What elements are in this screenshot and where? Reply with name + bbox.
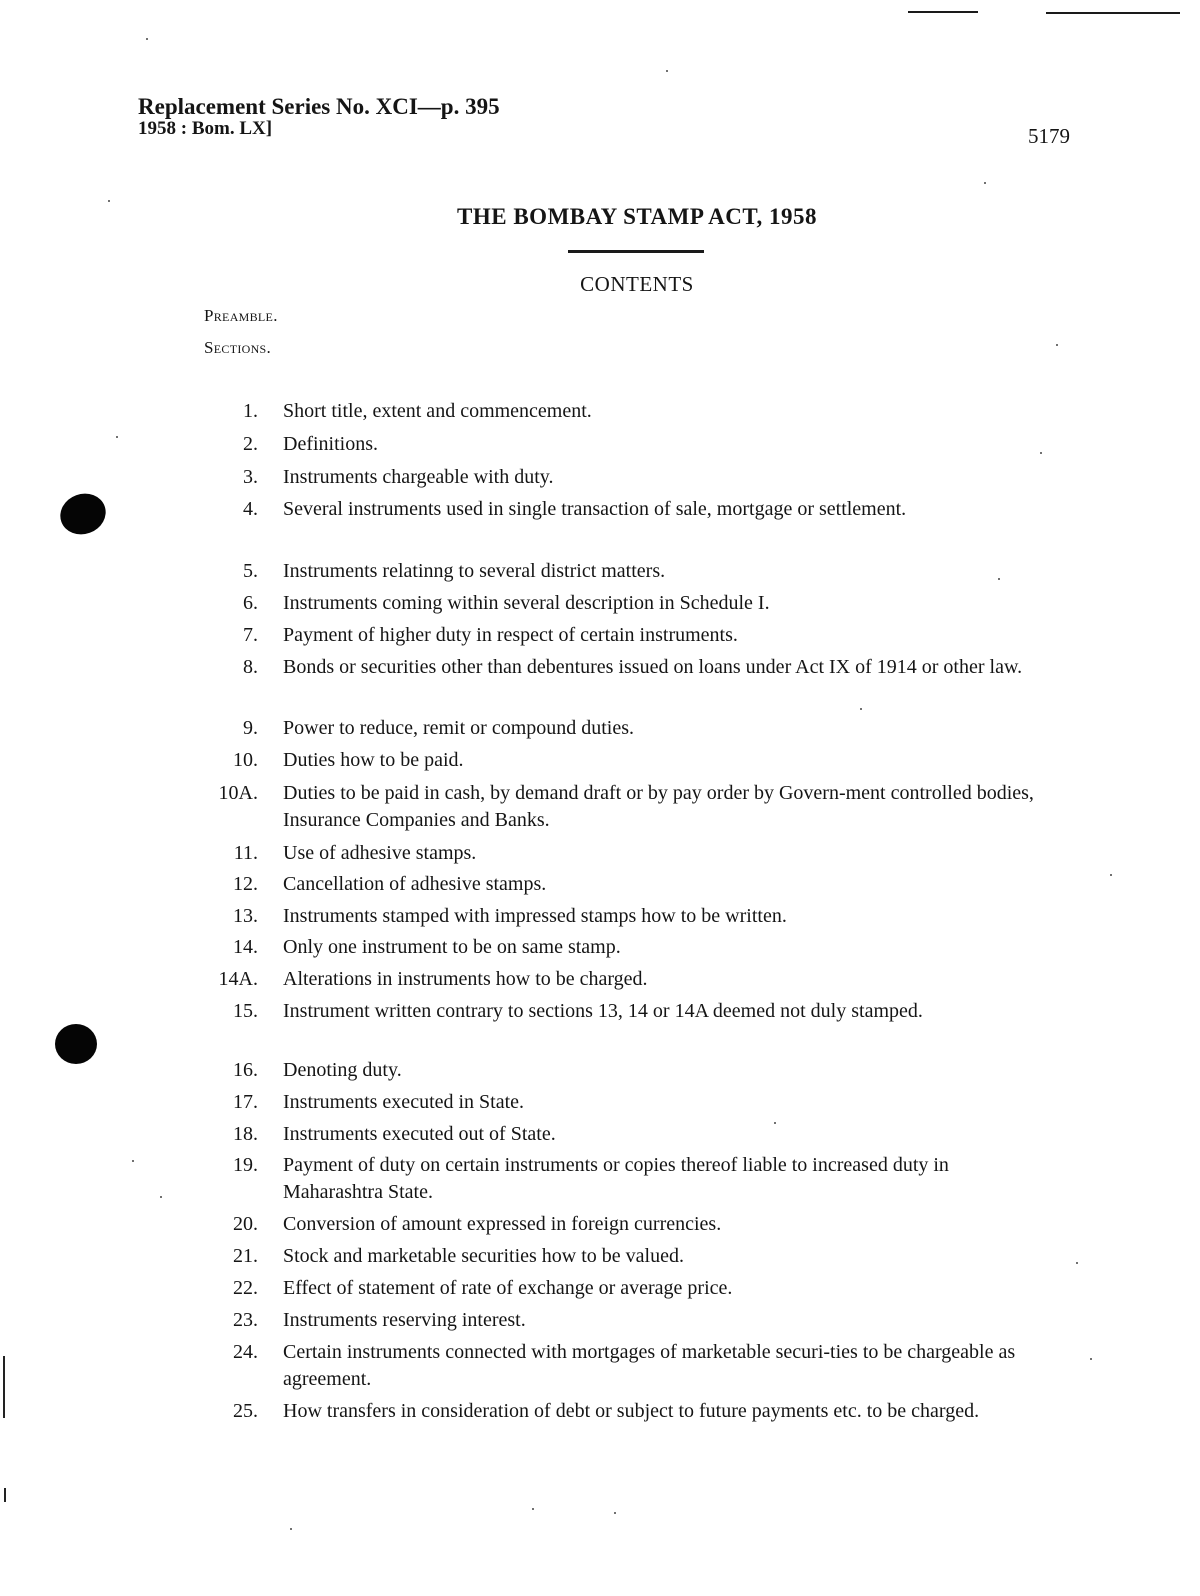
section-title: Instruments reserving interest. [283,1309,526,1331]
scan-speck [614,1512,616,1514]
section-number: 16. [233,1059,258,1081]
section-number: 10A. [218,782,258,804]
scan-speck [998,578,1000,580]
section-number: 24. [233,1341,258,1363]
section-title: Denoting duty. [283,1059,402,1081]
section-title: Instruments stamped with impressed stamps how to be written. [283,905,787,927]
section-number: 11. [233,842,258,864]
scan-speck [160,1196,162,1198]
section-title: Payment of duty on certain instruments or copies thereof liable to increased duty in Maharashtra State. [283,1154,949,1203]
section-number: 21. [233,1245,258,1267]
scan-speck [132,1160,134,1162]
section-number: 22. [233,1277,258,1299]
section-title: Instruments relatinng to several district matters. [283,560,666,582]
section-number: 14. [233,936,258,958]
section-number: 8. [243,656,258,678]
section-title: Instrument written contrary to sections 13, 14 or 14A deemed not duly stamped. [283,1000,923,1022]
section-number: 19. [233,1154,258,1176]
section-title: Alterations in instruments how to be charged. [283,968,648,990]
section-title: Use of adhesive stamps. [283,842,477,864]
section-title: Payment of higher duty in respect of certain instruments. [283,624,738,646]
scan-speck [1076,1262,1078,1264]
scan-speck [1040,452,1042,454]
section-number: 2. [243,433,258,455]
section-number: 6. [243,592,258,614]
scan-speck [1090,1358,1092,1360]
scan-speck [146,38,148,40]
section-title: How transfers in consideration of debt or subject to future payments etc. to be charged. [283,1400,980,1422]
section-number: 9. [243,717,258,739]
section-number: 7. [243,624,258,646]
scan-speck [290,1528,292,1530]
scan-speck [532,1508,534,1510]
section-number: 20. [233,1213,258,1235]
scan-speck [108,200,110,202]
section-title: Instruments executed in State. [283,1091,525,1113]
section-number: 14A. [218,968,258,990]
margin-mark [4,1488,6,1502]
section-title: Bonds or securities other than debentures issued on loans under Act IX of 1914 or other law. [283,656,1023,678]
scan-speck [1056,344,1058,346]
section-number: 12. [233,873,258,895]
running-header-series: Replacement Series No. XCI—p. 395 [138,94,500,119]
section-title: Duties how to be paid. [283,749,464,771]
section-title: Effect of statement of rate of exchange or average price. [283,1277,733,1299]
section-number: 10. [233,749,258,771]
section-number: 25. [233,1400,258,1422]
scan-speck [984,182,986,184]
preamble-label: Preamble. [204,306,278,325]
running-header-act-ref: 1958 : Bom. LX] [138,118,273,139]
section-number: 5. [243,560,258,582]
scan-speck [116,436,118,438]
sections-label: Sections. [204,338,272,357]
section-title: Instruments executed out of State. [283,1123,556,1145]
scan-speck [860,708,862,710]
page-number: 5179 [1028,124,1070,148]
section-title: Only one instrument to be on same stamp. [283,936,621,958]
section-number: 1. [243,400,258,422]
section-number: 23. [233,1309,258,1331]
section-title: Short title, extent and commencement. [283,400,592,422]
section-title: Several instruments used in single transaction of sale, mortgage or settlement. [283,498,907,520]
section-number: 4. [243,498,258,520]
section-title: Power to reduce, remit or compound duties. [283,717,635,739]
section-number: 18. [233,1123,258,1145]
margin-mark [3,1356,5,1418]
scan-speck [1110,874,1112,876]
section-title: Definitions. [283,433,378,455]
section-number: 15. [233,1000,258,1022]
section-title: Instruments chargeable with duty. [283,466,554,488]
section-number: 17. [233,1091,258,1113]
scan-speck [666,70,668,72]
act-title: THE BOMBAY STAMP ACT, 1958 [457,204,817,229]
section-title: Stock and marketable securities how to be valued. [283,1245,684,1267]
section-title: Duties to be paid in cash, by demand draft or by pay order by Govern-ment controlled bodies, Insurance Companies and Banks. [283,782,1034,831]
section-title: Certain instruments connected with mortgages of marketable securi-ties to be chargeable as agreement. [283,1341,1016,1390]
contents-heading: CONTENTS [580,272,694,296]
scan-speck [774,1122,776,1124]
section-title: Instruments coming within several description in Schedule I. [283,592,770,614]
section-title: Cancellation of adhesive stamps. [283,873,547,895]
section-title: Conversion of amount expressed in foreign currencies. [283,1213,722,1235]
section-number: 3. [243,466,258,488]
section-number: 13. [233,905,258,927]
punch-hole-mark [55,1024,97,1064]
